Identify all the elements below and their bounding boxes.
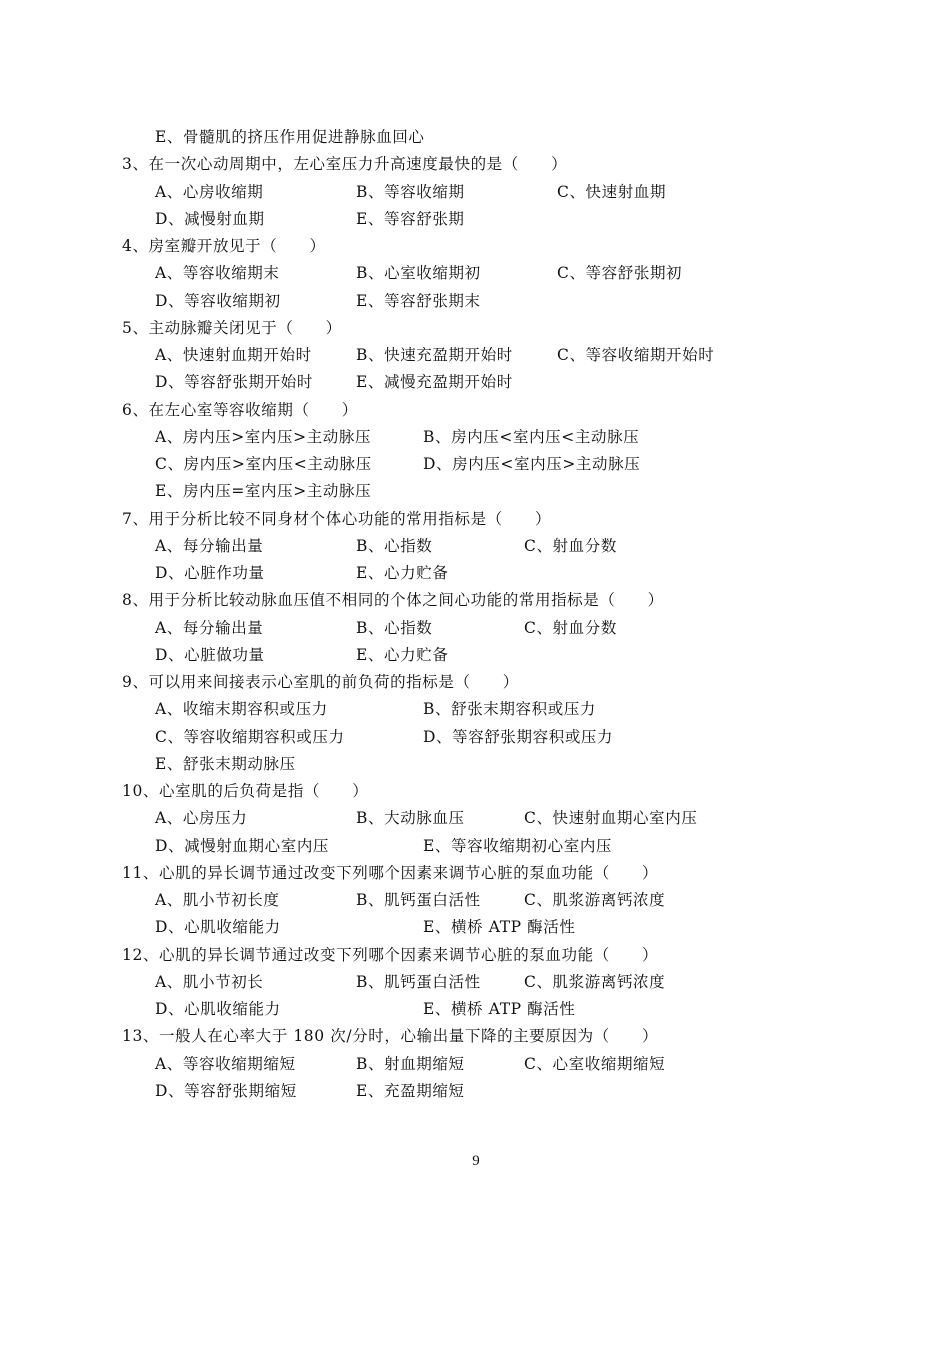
option-row (0, 124, 952, 151)
answer-option: E、骨髓肌的挤压作用促进静脉血回心 (155, 128, 425, 146)
answer-option: B、大动脉血压 (356, 809, 465, 828)
page-number: 9 (472, 1153, 480, 1169)
answer-option: C、肌浆游离钙浓度 (524, 972, 666, 991)
answer-option: A、心房收缩期 (155, 182, 264, 201)
answer-option: E、心力贮备 (356, 564, 449, 582)
answer-option: B、肌钙蛋白活性 (356, 972, 481, 991)
option-row (0, 560, 952, 587)
answer-option: E、减慢充盈期开始时 (356, 373, 513, 392)
answer-option: A、快速射血期开始时 (155, 346, 312, 364)
option-row (0, 724, 952, 751)
answer-option: A、等容收缩期末 (155, 264, 280, 283)
answer-option: D、心肌收缩能力 (155, 1000, 281, 1018)
question-text: 3、在一次心动周期中，左心室压力升高速度最快的是（ ） (122, 155, 568, 174)
answer-option: A、等容收缩期缩短 (155, 1054, 296, 1073)
answer-option: D、心脏作功量 (155, 564, 265, 582)
answer-option: D、房内压<室内压>主动脉压 (423, 455, 641, 473)
question-text: 10、心室肌的后负荷是指（ ） (122, 782, 369, 800)
answer-option: A、收缩末期容积或压力 (155, 700, 328, 719)
option-row (0, 369, 952, 396)
question-stem (0, 1023, 952, 1050)
question-stem (0, 860, 952, 887)
answer-option: D、等容舒张期容积或压力 (423, 727, 614, 746)
option-row (0, 805, 952, 832)
option-row (0, 833, 952, 860)
question-text: 13、一般人在心率大于 180 次/分时，心输出量下降的主要原因为（ ） (122, 1027, 659, 1046)
answer-option: E、等容收缩期初心室内压 (423, 836, 613, 855)
answer-option: C、快速射血期心室内压 (524, 809, 698, 828)
answer-option: D、等容舒张期开始时 (155, 373, 313, 392)
answer-option: A、房内压>室内压>主动脉压 (155, 427, 372, 446)
answer-option: E、充盈期缩短 (356, 1081, 465, 1100)
option-row (0, 615, 952, 642)
answer-option: C、等容舒张期初 (557, 264, 683, 283)
question-stem (0, 587, 952, 614)
answer-option: D、心肌收缩能力 (155, 918, 281, 937)
option-row (0, 288, 952, 315)
answer-option: B、房内压<室内压<主动脉压 (423, 427, 640, 446)
answer-option: B、肌钙蛋白活性 (356, 891, 481, 909)
answer-option: C、肌浆游离钙浓度 (524, 891, 666, 909)
question-stem (0, 233, 952, 260)
answer-option: D、等容舒张期缩短 (155, 1081, 297, 1100)
answer-option: D、减慢射血期 (155, 209, 265, 228)
question-stem (0, 315, 952, 342)
question-text: 12、心肌的异长调节通过改变下列哪个因素来调节心脏的泵血功能（ ） (122, 945, 659, 964)
answer-option: B、心指数 (356, 618, 433, 637)
option-row (0, 451, 952, 478)
answer-option: B、心指数 (356, 536, 433, 555)
question-text: 8、用于分析比较动脉血压值不相同的个体之间心功能的常用指标是（ ） (122, 591, 664, 610)
question-text: 9、可以用来间接表示心室肌的前负荷的指标是（ ） (122, 673, 519, 691)
answer-option: D、等容收缩期初 (155, 291, 281, 310)
option-row (0, 751, 952, 778)
question-stem (0, 942, 952, 969)
option-row (0, 478, 952, 505)
answer-option: A、肌小节初长度 (155, 891, 280, 909)
answer-option: E、舒张末期动脉压 (155, 754, 296, 773)
answer-option: A、每分输出量 (155, 536, 264, 555)
option-row (0, 969, 952, 996)
answer-option: E、房内压=室内压>主动脉压 (155, 482, 372, 501)
question-stem (0, 778, 952, 805)
answer-option: D、减慢射血期心室内压 (155, 836, 330, 855)
question-text: 7、用于分析比较不同身材个体心功能的常用指标是（ ） (122, 509, 552, 528)
answer-option: C、等容收缩期开始时 (557, 346, 715, 364)
option-row (0, 533, 952, 560)
answer-option: C、房内压>室内压<主动脉压 (155, 455, 372, 473)
option-row (0, 424, 952, 451)
answer-option: A、肌小节初长 (155, 972, 264, 991)
answer-option: C、心室收缩期缩短 (524, 1054, 666, 1073)
answer-option: E、横桥 ATP 酶活性 (423, 918, 576, 937)
answer-option: B、射血期缩短 (356, 1054, 465, 1073)
answer-option: C、射血分数 (524, 536, 617, 555)
question-text: 11、心肌的异长调节通过改变下列哪个因素来调节心脏的泵血功能（ ） (122, 863, 659, 882)
answer-option: B、等容收缩期 (356, 182, 465, 201)
question-text: 5、主动脉瓣关闭见于（ ） (122, 318, 342, 337)
answer-option: B、快速充盈期开始时 (356, 346, 513, 364)
answer-option: E、心力贮备 (356, 645, 449, 664)
option-row (0, 179, 952, 206)
question-stem (0, 669, 952, 696)
answer-option: A、每分输出量 (155, 618, 264, 637)
option-row (0, 206, 952, 233)
option-row (0, 696, 952, 723)
option-row (0, 914, 952, 941)
answer-option: C、射血分数 (524, 618, 617, 637)
question-text: 4、房室瓣开放见于（ ） (122, 237, 326, 255)
answer-option: A、心房压力 (155, 809, 248, 828)
option-row (0, 996, 952, 1023)
question-stem (0, 151, 952, 178)
answer-option: E、等容舒张期 (356, 209, 465, 228)
answer-option: C、等容收缩期容积或压力 (155, 727, 345, 746)
answer-option: D、心脏做功量 (155, 645, 265, 664)
question-text: 6、在左心室等容收缩期（ ） (122, 400, 358, 419)
question-stem (0, 506, 952, 533)
option-row (0, 642, 952, 669)
answer-option: B、心室收缩期初 (356, 264, 481, 283)
answer-option: B、舒张末期容积或压力 (423, 700, 596, 719)
question-stem (0, 397, 952, 424)
answer-option: C、快速射血期 (557, 182, 667, 201)
option-row (0, 1078, 952, 1105)
option-row (0, 1051, 952, 1078)
answer-option: E、横桥 ATP 酶活性 (423, 1000, 576, 1018)
answer-option: E、等容舒张期末 (356, 291, 481, 310)
option-row (0, 342, 952, 369)
option-row (0, 887, 952, 914)
option-row (0, 260, 952, 287)
